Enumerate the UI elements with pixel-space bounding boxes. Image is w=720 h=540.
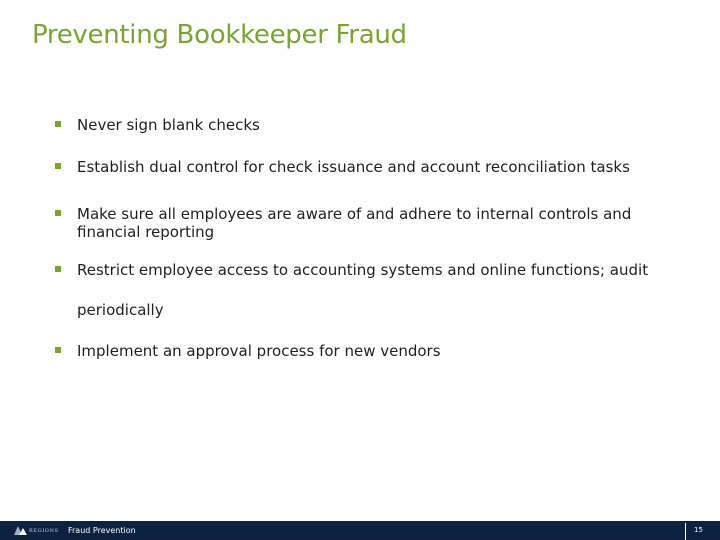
- square-bullet-icon: [55, 347, 61, 353]
- logo-text: REGIONS: [29, 527, 59, 534]
- footer-bar: [0, 521, 720, 540]
- bullet-text: Never sign blank checks: [77, 116, 260, 134]
- bullet-text: Make sure all employees are aware of and adhere to internal controls and financial reporting: [77, 205, 632, 241]
- regions-logo-icon: [14, 526, 27, 535]
- footer-divider: [685, 523, 686, 540]
- square-bullet-icon: [55, 163, 61, 169]
- bullet-item: [55, 116, 665, 134]
- footer-logo: [14, 525, 58, 536]
- bullet-item: [55, 205, 665, 241]
- page-number: 15: [694, 526, 703, 534]
- bullet-item: [55, 250, 665, 330]
- footer-label: Fraud Prevention: [68, 526, 136, 535]
- square-bullet-icon: [55, 210, 61, 216]
- bullet-item: [55, 342, 665, 360]
- slide-title: Preventing Bookkeeper Fraud: [32, 20, 407, 50]
- square-bullet-icon: [55, 121, 61, 127]
- bullet-text: Restrict employee access to accounting systems and online functions; audit periodically: [77, 261, 649, 319]
- square-bullet-icon: [55, 266, 61, 272]
- bullet-item: [55, 158, 665, 176]
- bullet-text: Establish dual control for check issuance and account reconciliation tasks: [77, 158, 630, 176]
- bullet-text: Implement an approval process for new vendors: [77, 342, 441, 360]
